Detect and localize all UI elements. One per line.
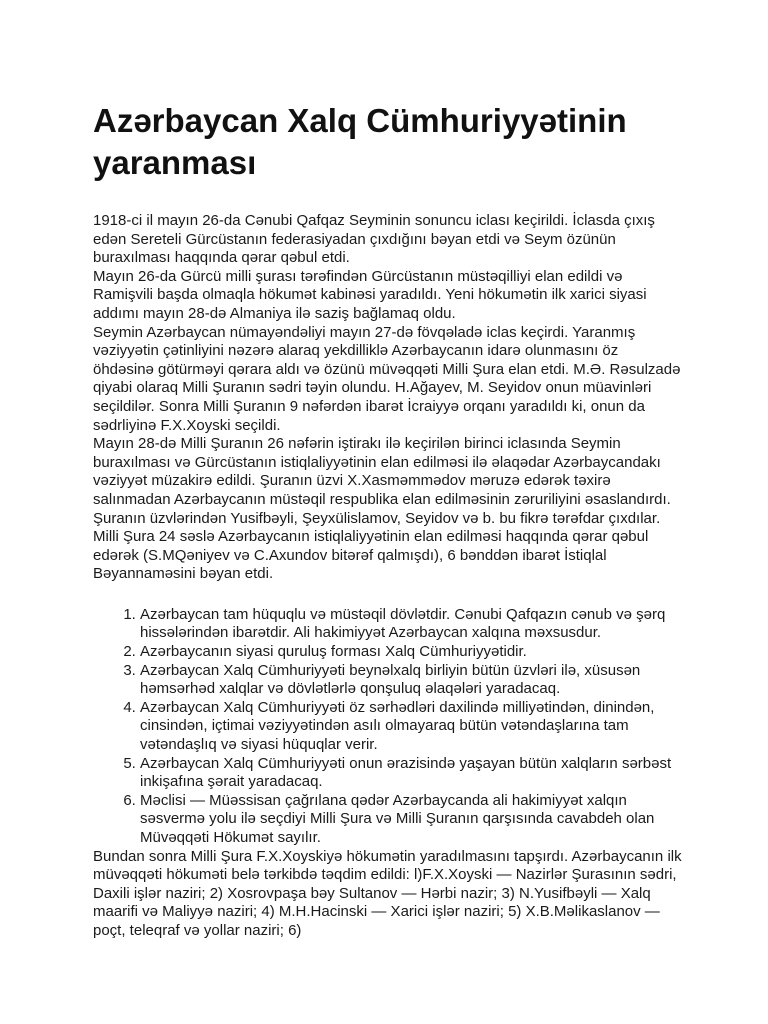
- closing-paragraphs: [93, 848, 683, 941]
- list-item: 5. Azərbaycan Xalq Cümhuriyyəti onun ərazisində yaşayan bütün xalqların sərbəst inkişafına şərait yaradacaq.: [140, 755, 683, 792]
- paragraph: Mayın 28-də Milli Şuranın 26 nəfərin iştirakı ilə keçirilən birinci iclasında Seymin buraxılması və Gürcüstanın istiqlaliyyətinin elan edilməsi ilə əlaqədar Azərbaycandakı vəziyyət müzakirə edildi. Şuranın üzvi X.Xasməmmədov məruzə edərək təxirə salınmadan Azərbaycanın müstəqil respublika elan edilməsinin zəruriliyini əsaslandırdı. Şuranın üzvlərindən Yusifbəyli, Şeyxülislamov, Seyidov və b. bu fikrə tərəfdar çıxdılar. Milli Şura 24 səslə Azərbaycanın istiqlaliyyətinin elan edilməsi haqqında qərar qəbul edərək (S.MQəniyev və C.Axundov bitərəf qalmışdı), 6 bənddən ibarət İstiqlal Bəyannaməsini bəyan etdi.: [93, 435, 671, 583]
- paragraph: 1918-ci il mayın 26-da Cənubi Qafqaz Seyminin sonuncu iclası keçirildi. İclasda çıxış edən Sereteli Gürcüstanın federasiyadan çıxdığını bəyan etdi və Seym özünün buraxılması haqqında qərar qəbul etdi.: [93, 212, 655, 267]
- declaration-list: [93, 606, 683, 848]
- list-item: 6. Məclisi — Müəssisan çağrılana qədər Azərbaycanda ali hakimiyyət xalqın səsvermə yolu ilə seçdiyi Milli Şura və Milli Şuranın qarşısında cavabdeh olan Müvəqqəti Hökumət sayılır.: [140, 792, 683, 848]
- list-item: 3. Azərbaycan Xalq Cümhuriyyəti beynəlxalq birliyin bütün üzvləri ilə, xüsusən həmsərhəd xalqlar və dövlətlərlə qonşuluq əlaqələri yaradacaq.: [140, 662, 683, 699]
- list-item: 4. Azərbaycan Xalq Cümhuriyyəti öz sərhədləri daxilində milliyətindən, dinindən, cinsindən, içtimai vəziyyətindən asılı olmayaraq bütün vətəndaşlarına tam vətəndaşlıq və siyasi hüquqlar verir.: [140, 699, 683, 755]
- paragraph: Mayın 26-da Gürcü milli şurası tərəfindən Gürcüstanın müstəqilliyi elan edildi və Ramişvili başda olmaqla hökumət kabinəsi yaradıldı. Yeni hökumətin ilk xarici siyasi addımı mayın 28-də Almaniya ilə saziş bağlamaq oldu.: [93, 267, 647, 322]
- list-item: 2. Azərbaycanın siyasi quruluş forması Xalq Cümhuriyyətidir.: [140, 643, 683, 662]
- intro-paragraphs: [93, 212, 683, 584]
- list-item: 1. Azərbaycan tam hüquqlu və müstəqil dövlətdir. Cənubi Qafqazın cənub və şərq hissələrindən ibarətdir. Ali hakimiyyət Azərbaycan xalqına məxsusdur.: [140, 606, 683, 643]
- paragraph: Bundan sonra Milli Şura F.X.Xoyskiyə hökumətin yaradılmasını tapşırdı. Azərbaycanın ilk müvəqqəti hökuməti belə tərkibdə təqdim edildi: l)F.X.Xoyski — Nazirlər Şurasının sədri, Daxili işlər naziri; 2) Xosrovpaşa bəy Sultanov — Hərbi nazir; 3) N.Yusifbəyli — Xalq maarifi və Maliyyə naziri; 4) M.H.Hacinski — Xarici işlər naziri; 5) X.B.Məlikaslanov — poçt, teleqraf və yollar naziri; 6): [93, 847, 682, 939]
- document-title: Azərbaycan Xalq Cümhuriyyətinin yaranması: [93, 102, 627, 181]
- document-page: [93, 100, 683, 941]
- paragraph: Seymin Azərbaycan nümayəndəliyi mayın 27-də fövqəladə iclas keçirdi. Yaranmış vəziyyətin çətinliyini nəzərə alaraq yekdilliklə Azərbaycanın idarə olunmasını öz öhdəsinə götürməyi qərara aldı və özünü müvəqqəti Milli Şura elan etdi. M.Ə. Rəsulzadə qiyabi olaraq Milli Şuranın sədri təyin olundu. H.Ağayev, M. Seyidov onun müavinləri seçildilər. Sonra Milli Şuranın 9 nəfərdən ibarət İcraiyyə orqanı yaradıldı ki, onun da sədrliyinə F.X.Xoyski seçildi.: [93, 323, 681, 434]
